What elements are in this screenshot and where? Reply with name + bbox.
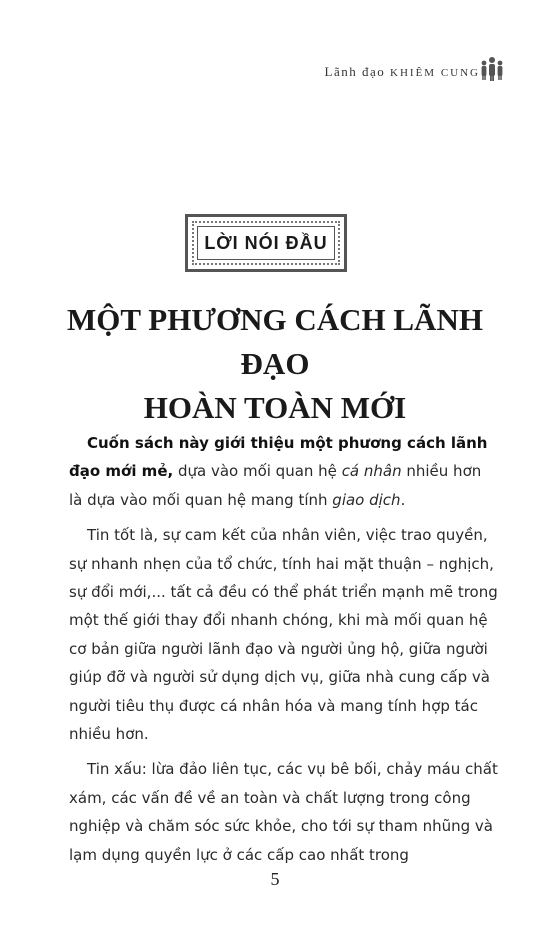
paragraph-1 (69, 429, 499, 514)
paragraph-1-italic-b: giao dịch (332, 490, 401, 509)
paragraph-1-italic-a: cá nhân (341, 462, 402, 481)
chapter-label: LỜI NÓI ĐẦU (204, 232, 328, 253)
chapter-label-frame (185, 214, 347, 272)
chapter-title-line1: MỘT PHƯƠNG CÁCH LÃNH ĐẠO (67, 302, 483, 381)
paragraph-1-text-c: . (400, 490, 406, 509)
people-group-icon (478, 56, 506, 82)
page-number: 5 (270, 869, 280, 889)
paragraph-1-text-a: dựa vào mối quan hệ (173, 462, 342, 481)
paragraph-1-bold: Cuốn sách này giới thiệu một phương cách lãnh đạo mới mẻ, (69, 434, 488, 481)
paragraph-3: Tin xấu: lừa đảo liên tục, các vụ bê bối, chảy máu chất xám, các vấn đề về an toàn và chất lượng trong công nghiệp và chăm sóc sức khỏe, cho tới sự tham nhũng và lạm dụng quyền lực ở các cấp cao nhất trong (69, 760, 498, 864)
body-text (69, 429, 499, 876)
running-header-prefix: Lãnh đạo (324, 64, 386, 79)
paragraph-1-text-b: nhiều hơn là dựa vào mối quan hệ mang tính (69, 462, 482, 509)
running-header-caps: KHIÊM CUNG (390, 67, 480, 79)
paragraph-2: Tin tốt là, sự cam kết của nhân viên, việc trao quyền, sự nhanh nhẹn của tổ chức, tính hai mặt thuận – nghịch, sự đổi mới,... tất cả đều có thể phát triển mạnh mẽ trong một thế giới thay đổi nhanh chóng, khi mà mối quan hệ cơ bản giữa người lãnh đạo và người ủng hộ, giữa người giúp đỡ và người sử dụng dịch vụ, giữa nhà cung cấp và người tiêu thụ được cá nhân hóa và mang tính hợp tác nhiều hơn. (69, 526, 498, 744)
chapter-title (30, 298, 520, 430)
running-header (325, 64, 480, 80)
chapter-title-line2: HOÀN TOÀN MỚI (143, 390, 407, 425)
